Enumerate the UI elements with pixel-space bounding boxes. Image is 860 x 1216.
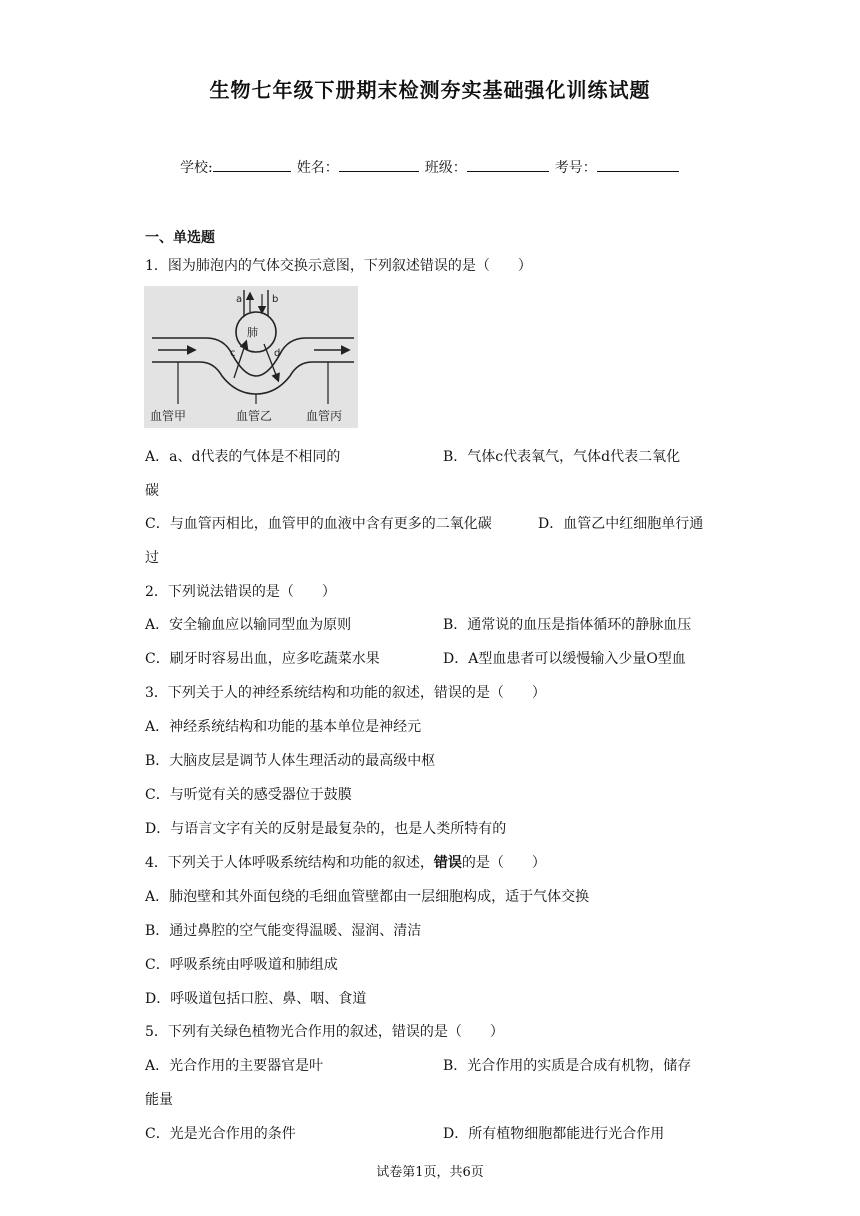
class-blank[interactable]	[467, 157, 549, 172]
question-3-stem: 3．下列关于人的神经系统结构和功能的叙述，错误的是（ ）	[145, 685, 546, 701]
school-label: 学校:	[180, 160, 213, 176]
question-4-stem-emphasis: 错误	[433, 855, 462, 871]
question-5-option-a[interactable]: A．光合作用的主要器官是叶	[145, 1058, 324, 1074]
question-2-stem: 2．下列说法错误的是（ ）	[145, 584, 336, 600]
question-3-option-c[interactable]: C．与听觉有关的感受器位于鼓膜	[145, 787, 352, 803]
label-d: d	[274, 348, 281, 359]
student-info-row	[180, 157, 685, 177]
exam-no-label: 考号：	[554, 160, 597, 176]
label-c: c	[230, 348, 236, 359]
label-a: a	[236, 294, 243, 305]
question-2-option-c[interactable]: C．刷牙时容易出血，应多吃蔬菜水果	[145, 651, 380, 667]
question-1-option-d[interactable]: D．血管乙中红细胞单行通	[538, 516, 704, 532]
question-5-option-b-wrap: 能量	[145, 1092, 173, 1108]
label-lung: 肺	[247, 326, 258, 339]
question-4-stem	[145, 852, 546, 872]
vessel-upper-wall	[152, 338, 354, 376]
label-vessel-3: 血管丙	[306, 409, 343, 423]
question-5-option-c[interactable]: C．光是光合作用的条件	[145, 1126, 296, 1142]
question-5-option-b[interactable]: B．光合作用的实质是合成有机物，储存	[443, 1058, 692, 1074]
question-1-option-d-wrap: 过	[145, 550, 159, 566]
question-4-stem-post: 的是（ ）	[461, 855, 546, 871]
question-4-option-a[interactable]: A．肺泡壁和其外面包绕的毛细血管壁都由一层细胞构成，适于气体交换	[145, 889, 590, 905]
page-footer: 试卷第1页，共6页	[376, 1165, 484, 1180]
alveolus-gas-exchange-diagram	[144, 286, 358, 428]
question-4-option-d[interactable]: D．呼吸道包括口腔、鼻、咽、食道	[145, 991, 367, 1007]
question-2-option-a[interactable]: A．安全输血应以输同型血为原则	[145, 617, 352, 633]
label-vessel-2: 血管乙	[236, 409, 273, 423]
name-blank[interactable]	[339, 157, 419, 172]
school-blank[interactable]	[213, 157, 291, 172]
question-4-option-c[interactable]: C．呼吸系统由呼吸道和肺组成	[145, 957, 338, 973]
exam-no-blank[interactable]	[597, 157, 679, 172]
vessel-lower-wall	[152, 362, 354, 394]
diagram-svg	[144, 286, 358, 428]
question-1-option-b[interactable]: B．气体c代表氧气，气体d代表二氧化	[443, 449, 681, 465]
question-2-option-b[interactable]: B．通常说的血压是指体循环的静脉血压	[443, 617, 692, 633]
question-3-option-d[interactable]: D．与语言文字有关的反射是最复杂的，也是人类所特有的	[145, 821, 507, 837]
question-5-option-d[interactable]: D．所有植物细胞都能进行光合作用	[443, 1126, 665, 1142]
question-4-option-b[interactable]: B．通过鼻腔的空气能变得温暖、湿润、清洁	[145, 923, 422, 939]
label-b: b	[272, 294, 279, 305]
question-1-option-a[interactable]: A．a、d代表的气体是不相同的	[145, 449, 341, 465]
label-vessel-1: 血管甲	[150, 409, 187, 423]
question-5-stem: 5．下列有关绿色植物光合作用的叙述，错误的是（ ）	[145, 1024, 504, 1040]
question-3-option-b[interactable]: B．大脑皮层是调节人体生理活动的最高级中枢	[145, 753, 436, 769]
page-title: 生物七年级下册期末检测夯实基础强化训练试题	[209, 78, 651, 102]
question-4-stem-pre: 4．下列关于人体呼吸系统结构和功能的叙述，	[145, 855, 434, 871]
class-label: 班级：	[424, 160, 467, 176]
question-1-option-c[interactable]: C．与血管丙相比，血管甲的血液中含有更多的二氧化碳	[145, 516, 492, 532]
question-3-option-a[interactable]: A．神经系统结构和功能的基本单位是神经元	[145, 719, 422, 735]
section-heading: 一、单选题	[145, 230, 215, 246]
question-1-stem: 1．图为肺泡内的气体交换示意图，下列叙述错误的是（ ）	[145, 258, 532, 274]
question-1-option-b-wrap: 碳	[145, 483, 159, 499]
question-2-option-d[interactable]: D．A型血患者可以缓慢输入少量O型血	[443, 651, 686, 667]
name-label: 姓名：	[296, 160, 339, 176]
